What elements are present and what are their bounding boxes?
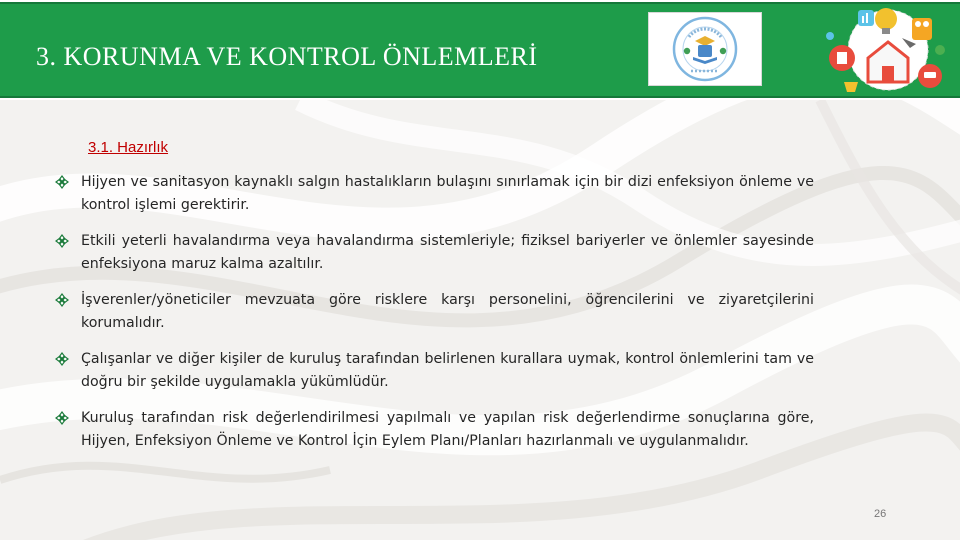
bullet-text: Etkili yeterli havalandırma veya havalandırma sistemleriyle; fiziksel bariyerler ve önlemler sayesinde enfeksiyona maruz kalma azaltılır.	[81, 233, 814, 272]
header	[0, 0, 960, 100]
title-bar	[0, 2, 960, 98]
bullet-text: Çalışanlar ve diğer kişiler de kuruluş tarafından belirlenen kurallara uymak, kontrol önlemlerini tam ve doğru bir şekilde uygulamakla yükümlüdür.	[81, 351, 814, 390]
bullet-text: Hijyen ve sanitasyon kaynaklı salgın hastalıkların bulaşını sınırlamak için bir dizi enfeksiyon önleme ve kontrol işlemi gerektirir.	[81, 174, 814, 213]
diamond-bullet-icon	[54, 410, 70, 426]
section-subheading: 3.1. Hazırlık	[88, 139, 169, 156]
diamond-bullet-icon	[54, 292, 70, 308]
diamond-bullet-icon	[54, 233, 70, 249]
decorative-icon-cluster	[818, 4, 958, 98]
bullet-item	[54, 407, 814, 453]
diamond-bullet-icon	[54, 174, 70, 190]
people-icon	[912, 18, 932, 40]
bullet-text: Kuruluş tarafından risk değerlendirilmesi yapılmalı ve yapılan risk değerlendirme sonuçlarına göre, Hijyen, Enfeksiyon Önleme ve Kontrol İçin Eylem Planı/Planları hazırlanmalı ve uygulanmalıdır.	[81, 410, 814, 449]
lightbulb-icon	[875, 8, 897, 30]
school-logo	[648, 12, 762, 86]
bullet-text: İşverenler/yöneticiler mevzuata göre risklere karşı personelini, öğrencilerini ve ziyaretçilerini korumalıdır.	[81, 292, 814, 331]
page-number: 26	[874, 508, 887, 520]
bullet-item	[54, 230, 814, 276]
bullet-item	[54, 348, 814, 394]
slide-title: 3. KORUNMA VE KONTROL ÖNLEMLERİ	[36, 42, 538, 71]
bullet-list	[54, 171, 814, 466]
diamond-bullet-icon	[54, 351, 70, 367]
bullet-item	[54, 171, 814, 217]
shopping-cart-icon	[844, 82, 858, 92]
bullet-item	[54, 289, 814, 335]
